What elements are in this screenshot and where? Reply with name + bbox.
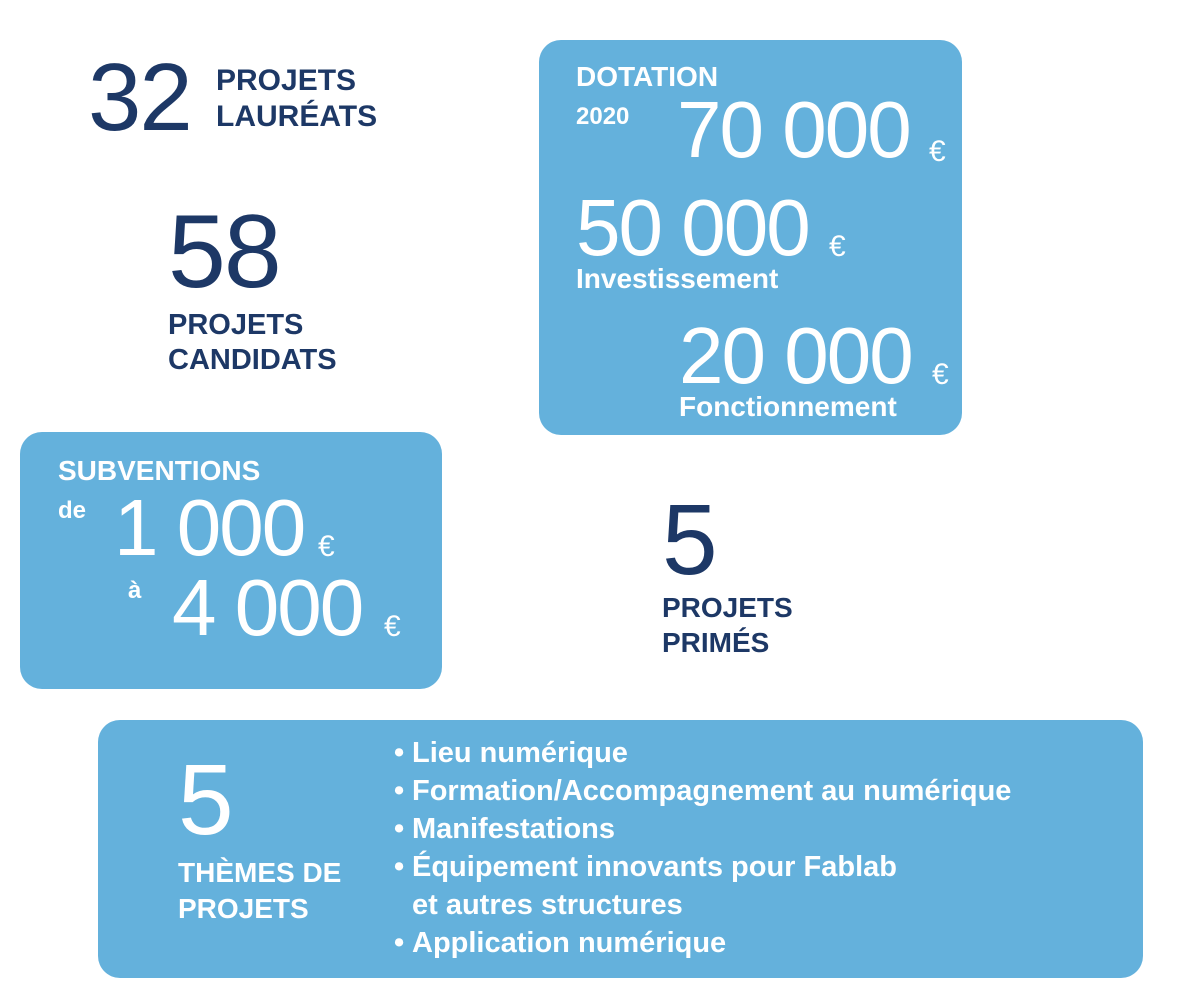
themes-number: 5 — [178, 744, 232, 856]
laureats-label-line1: PROJETS — [216, 64, 357, 97]
theme-label: Formation/Accompagnement au numérique — [412, 775, 1012, 807]
subventions-to-currency: € — [384, 610, 401, 643]
candidats-number: 58 — [168, 194, 280, 310]
laureats-label-line2: LAURÉATS — [216, 100, 378, 133]
laureats-number: 32 — [88, 44, 191, 151]
subventions-box — [20, 432, 442, 689]
bullet-icon: • — [394, 813, 405, 845]
fonctionnement-label: Fonctionnement — [679, 391, 897, 422]
theme-label: Équipement innovants pour Fablab — [412, 851, 897, 883]
subventions-to-amount: 4 000 — [172, 563, 363, 652]
investissement-label: Investissement — [576, 263, 779, 294]
theme-label: Manifestations — [412, 813, 616, 845]
candidats-label-line1: PROJETS — [168, 309, 304, 341]
fonctionnement-amount: 20 000 — [679, 311, 912, 400]
primes-label-line1: PROJETS — [662, 592, 793, 623]
bullet-icon: • — [394, 775, 405, 807]
subventions-from-amount: 1 000 — [114, 483, 305, 572]
candidats-label-line2: CANDIDATS — [168, 344, 337, 376]
bullet-icon: • — [394, 851, 405, 883]
themes-list — [394, 734, 1011, 962]
theme-label-continued: et autres structures — [412, 889, 683, 921]
themes-list-item — [394, 924, 1011, 962]
subventions-from-currency: € — [318, 530, 335, 563]
themes-box — [98, 720, 1143, 978]
themes-label-line2: PROJETS — [178, 893, 309, 924]
theme-label: Application numérique — [412, 927, 727, 959]
dotation-total-currency: € — [929, 135, 946, 168]
subventions-title: SUBVENTIONS — [58, 455, 261, 486]
themes-list-item — [394, 734, 1011, 772]
subventions-to-word: à — [128, 577, 142, 604]
fonctionnement-currency: € — [932, 358, 949, 391]
dotation-year: 2020 — [576, 103, 630, 130]
bullet-icon: • — [394, 927, 405, 959]
primes-label-line2: PRIMÉS — [662, 627, 770, 658]
primes-number: 5 — [662, 484, 716, 596]
themes-list-item — [394, 810, 1011, 848]
themes-label-line1: THÈMES DE — [178, 857, 342, 888]
themes-list-item — [394, 848, 1011, 924]
investissement-amount: 50 000 — [576, 183, 809, 272]
subventions-from-word: de — [58, 497, 87, 524]
dotation-title: DOTATION — [576, 61, 719, 92]
dotation-total: 70 000 — [677, 85, 910, 174]
themes-list-item — [394, 772, 1011, 810]
investissement-currency: € — [829, 230, 846, 263]
dotation-box — [539, 40, 962, 435]
bullet-icon: • — [394, 737, 405, 769]
theme-label: Lieu numérique — [412, 737, 628, 769]
